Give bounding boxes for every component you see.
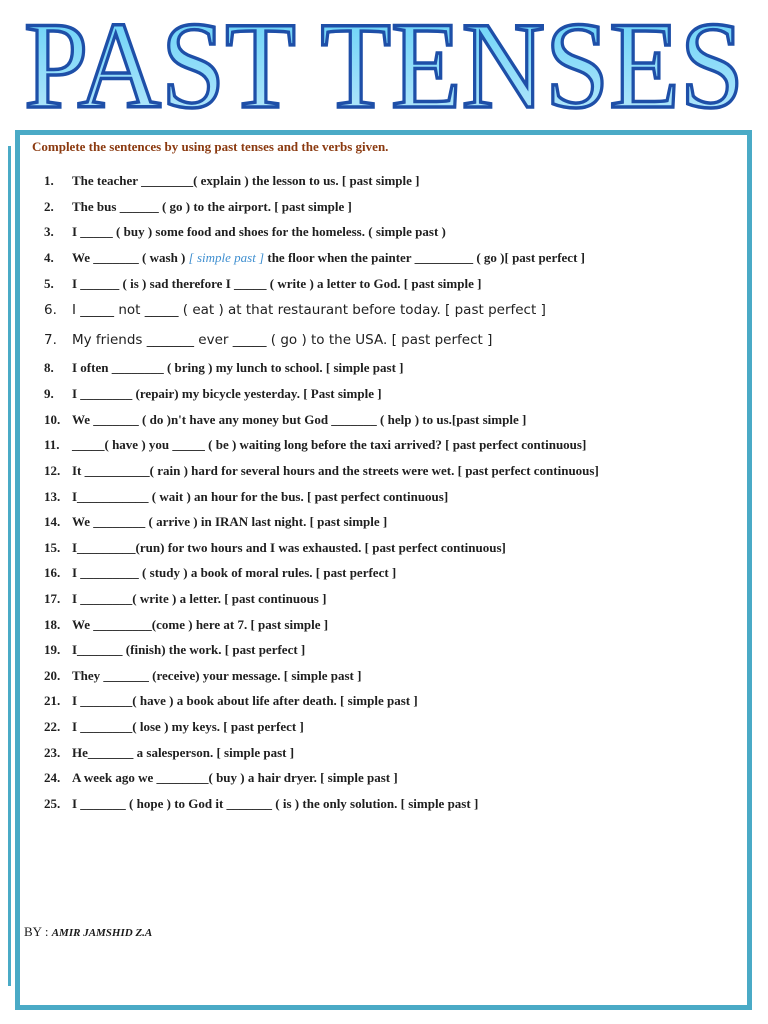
title-text: PAST TENSES [24,0,744,118]
exercise-item: 18. We _________(come ) here at 7. [ past simple ] [44,617,329,632]
exercise-item: 7. My friends _______ ever _____ ( go ) to the USA. [ past perfect ] [44,332,493,348]
exercise-item: 24. A week ago we ________( buy ) a hair dryer. [ simple past ] [44,770,398,785]
exercise-item: 16. I _________ ( study ) a book of moral rules. [ past perfect ] [44,565,397,580]
exercise-item: 9. I ________ (repair) my bicycle yesterday. [ Past simple ] [44,386,382,401]
tense-hint: [ simple past ] [188,250,265,265]
left-margin-rule [8,146,11,986]
exercise-item: 21. I ________( have ) a book about life after death. [ simple past ] [44,693,418,708]
exercise-item: 22. I ________( lose ) my keys. [ past perfect ] [44,719,304,734]
exercise-item: 15. I_________(run) for two hours and I was exhausted. [ past perfect continuous] [44,540,506,555]
exercise-item: 4. We _______ ( wash ) [ simple past ] the floor when the painter _________ ( go )[ past perfect ] [44,250,585,265]
exercise-item: 5. I ______ ( is ) sad therefore I _____ ( write ) a letter to God. [ past simple ] [44,276,482,291]
exercise-item: 2. The bus ______ ( go ) to the airport. [ past simple ] [44,199,352,214]
exercise-item: 12. It __________( rain ) hard for several hours and the streets were wet. [ past perfect continuous] [44,463,599,478]
exercise-item: 10. We _______ ( do )n't have any money but God _______ ( help ) to us.[past simple ] [44,412,527,427]
exercise-item: 8. I often ________ ( bring ) my lunch to school. [ simple past ] [44,360,404,375]
exercise-item: 6. I _____ not _____ ( eat ) at that restaurant before today. [ past perfect ] [44,302,546,318]
exercise-item: 13. I___________ ( wait ) an hour for the bus. [ past perfect continuous] [44,489,449,504]
author-name: AMIR JAMSHID Z.A [51,927,153,939]
exercise-item: 19. I_______ (finish) the work. [ past perfect ] [44,642,306,657]
exercise-item: 3. I _____ ( buy ) some food and shoes for the homeless. ( simple past ) [44,224,446,239]
content-frame [15,130,752,1010]
exercise-item: 11. _____( have ) you _____ ( be ) waiting long before the taxi arrived? [ past perfect continuous] [44,437,587,452]
instructions: Complete the sentences by using past tenses and the verbs given. [32,139,389,154]
exercise-item: 20. They _______ (receive) your message. [ simple past ] [44,668,362,683]
author-byline [24,924,152,940]
byline-label: BY : [24,924,49,939]
exercise-item: 1. The teacher ________( explain ) the lesson to us. [ past simple ] [44,173,420,188]
exercise-item: 25. I _______ ( hope ) to God it _______ ( is ) the only solution. [ simple past ] [44,796,479,811]
exercise-item: 14. We ________ ( arrive ) in IRAN last night. [ past simple ] [44,514,388,529]
exercise-item: 23. He_______ a salesperson. [ simple past ] [44,745,295,760]
worksheet-title [0,0,768,118]
exercise-item: 17. I ________( write ) a letter. [ past continuous ] [44,591,327,606]
